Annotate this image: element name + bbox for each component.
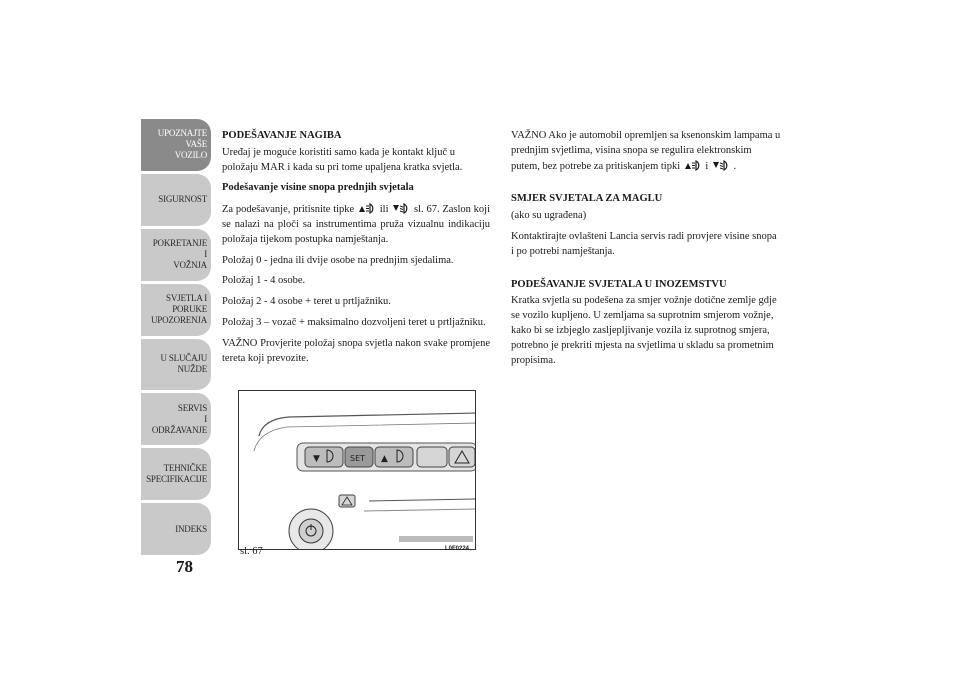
paragraph: (ako su ugrađena) xyxy=(511,210,587,222)
beam-up-icon xyxy=(357,202,377,214)
tab-svjetla-i-poruke[interactable] xyxy=(141,284,211,336)
beam-down-icon xyxy=(391,202,411,214)
chapter-nav xyxy=(141,119,211,555)
tab-pokretanje-i-voznja[interactable] xyxy=(141,229,211,281)
dashboard-illustration xyxy=(239,391,476,550)
svg-text:▲: ▲ xyxy=(381,454,388,464)
tab-upoznajte-vase-vozilo[interactable] xyxy=(141,119,211,171)
paragraph: Položaj 0 - jedna ili dvije osobe na prednjim sjedalima. xyxy=(222,254,454,266)
text: ili xyxy=(379,204,389,216)
svg-text:▼: ▼ xyxy=(313,454,320,464)
section-heading: PODEŠAVANJE SVJETALA U INOZEMSTVU xyxy=(511,278,727,290)
section-heading: SMJER SVJETALA ZA MAGLU xyxy=(511,193,663,205)
svg-text:SET: SET xyxy=(350,454,366,463)
paragraph: Uređaj je moguće koristiti samo kada je kontakt ključ u položaju MAR i kada su pri tome upaljena kratka svjetla. xyxy=(222,146,463,173)
right-column xyxy=(511,129,781,374)
text: sl. 67. Zaslon koji se nalazi na ploči sa instrumentima pruža vizualnu indikaciju položaja tijekom postupka namještanja. xyxy=(222,204,491,245)
tab-indeks[interactable] xyxy=(141,503,211,555)
paragraph-with-icons xyxy=(511,129,781,174)
paragraph: Položaj 3 – vozač + maksimalno dozvoljeni teret u prtljažniku. xyxy=(222,316,486,328)
tab-label: INDEKS xyxy=(175,523,207,534)
figure-code: L0F0224 xyxy=(445,546,470,552)
left-column xyxy=(222,129,490,372)
tab-tehnicke-specifikacije[interactable] xyxy=(141,448,211,500)
tab-label: POKRETANJE I VOŽNJA xyxy=(152,238,207,271)
section-heading: PODEŠAVANJE NAGIBA xyxy=(222,130,342,141)
tab-label: TEHNIČKE SPECIFIKACIJE xyxy=(146,463,207,485)
tab-label: U SLUČAJU NUŽDE xyxy=(160,353,207,375)
tab-label: SVJETLA I PORUKE UPOZORENJA xyxy=(150,293,207,326)
paragraph: Kontaktirajte ovlašteni Lancia servis radi provjere visine snopa i po potrebi namještanja. xyxy=(511,230,777,257)
paragraph: VAŽNO Provjerite položaj snopa svjetla nakon svake promjene tereta koji prevozite. xyxy=(222,337,490,364)
text: Za podešavanje, pritisnite tipke xyxy=(222,204,355,216)
tab-label: UPOZNAJTE VAŠE VOZILO xyxy=(157,128,207,161)
text: VAŽNO Ako je automobil opremljen sa ksenonskim lampama u prednjim svjetlima, visina snopa se regulira elektronskim putem, bez potrebe za pritiskanjem tipki xyxy=(511,130,781,172)
beam-down-icon xyxy=(711,159,731,171)
paragraph: Položaj 2 - 4 osobe + teret u prtljažniku. xyxy=(222,296,391,308)
text: . xyxy=(733,160,737,172)
paragraph: Položaj 1 - 4 osobe. xyxy=(222,275,306,287)
tab-label: SERVIS I ODRŽAVANJE xyxy=(151,402,207,435)
paragraph-with-icons xyxy=(222,202,490,247)
dashboard-figure xyxy=(238,390,476,550)
tab-sigurnost[interactable] xyxy=(141,174,211,226)
page-number: 78 xyxy=(176,557,193,576)
text: i xyxy=(705,160,709,172)
subheading: Podešavanje visine snopa prednjih svjetala xyxy=(222,182,414,194)
tab-label: SIGURNOST xyxy=(158,194,207,205)
tab-servis-i-odrzavanje[interactable] xyxy=(141,393,211,445)
figure-caption: sl. 67 xyxy=(240,546,263,557)
paragraph: Kratka svjetla su podešena za smjer vožnje dotične zemlje gdje se vozilo kupljeno. U zemljama sa suprotnim smjerom vožnje, kako bi se izbjeglo zasljepljivanje vozila iz suprotnog smjera, potrebno je prekriti mjesta na svjetlima u skladu sa prometnim propisima. xyxy=(511,295,777,366)
beam-up-icon xyxy=(683,159,703,171)
tab-u-slucaju-nuzde[interactable] xyxy=(141,339,211,391)
